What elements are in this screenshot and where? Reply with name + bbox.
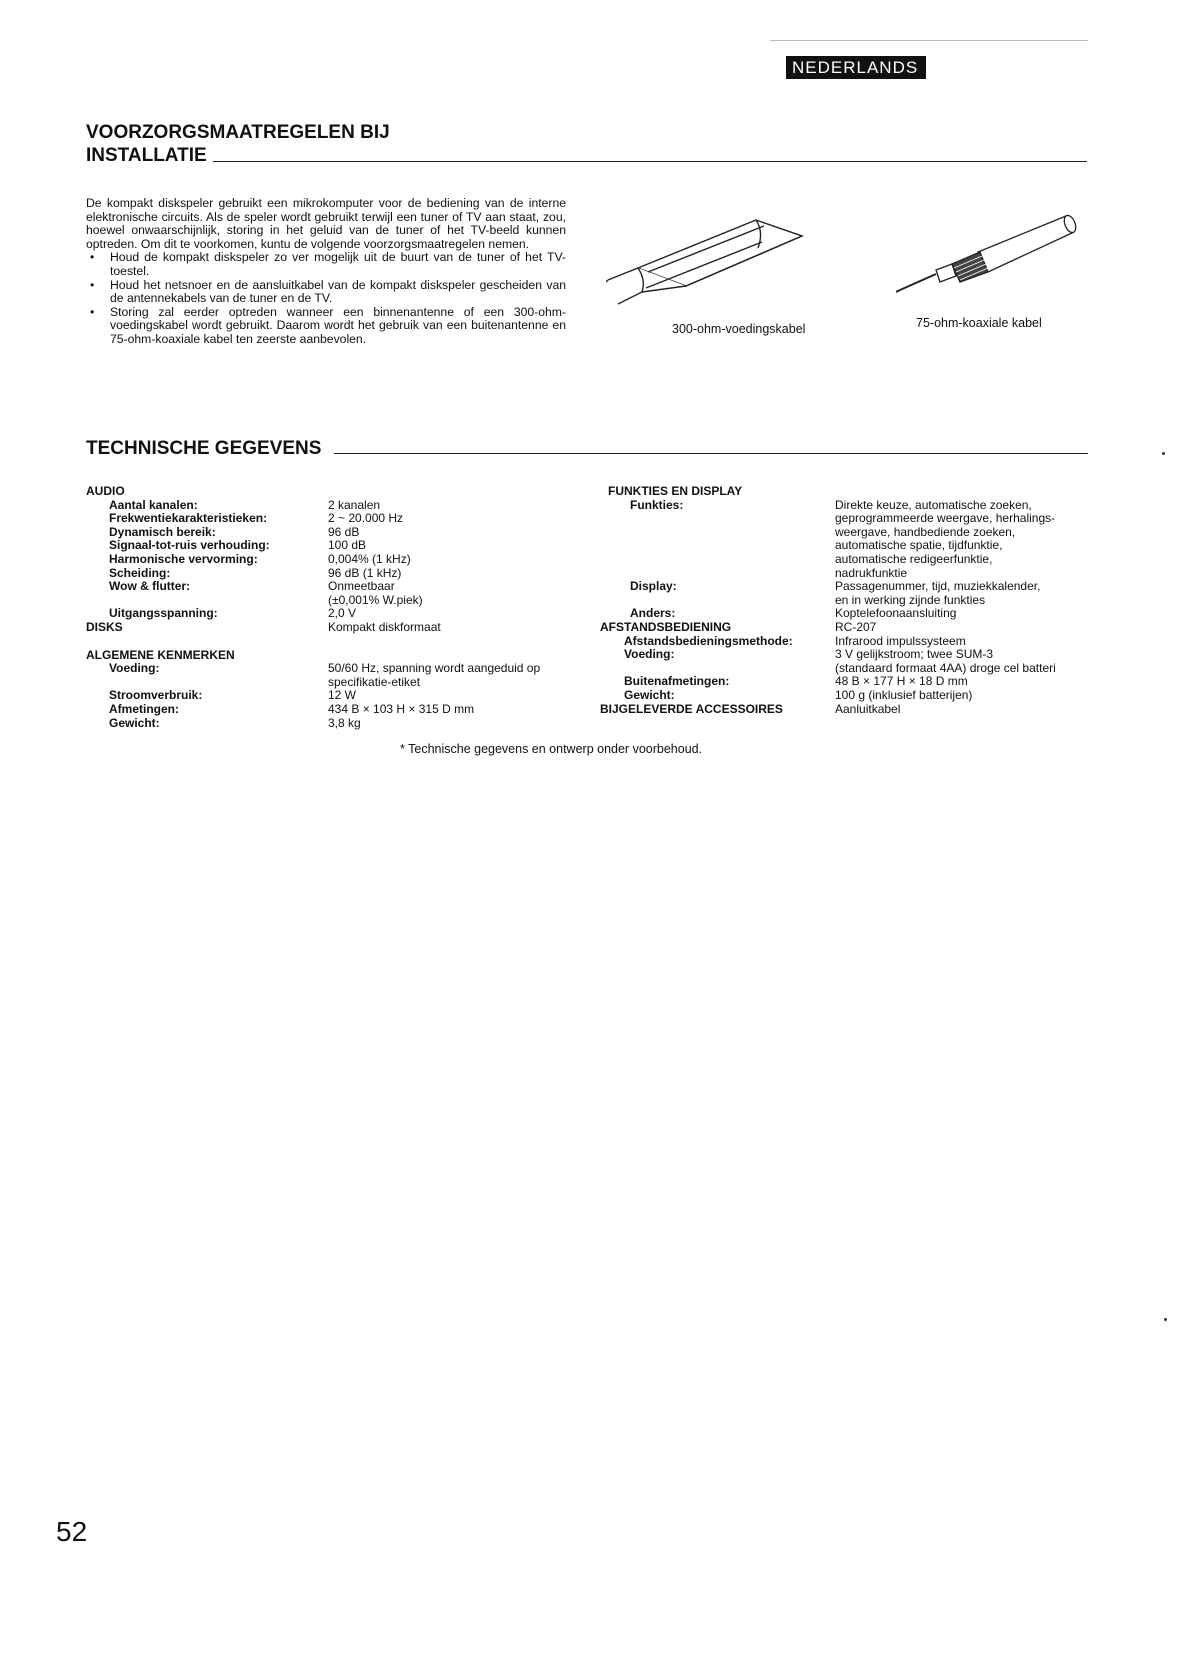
spec-row: [86, 689, 540, 703]
spec-row: [600, 594, 1056, 608]
coaxial-cable-caption: 75-ohm-koaxiale kabel: [916, 316, 1042, 330]
spec-value: weergave, handbediende zoeken,: [835, 524, 1016, 539]
disks-section-title: DISKS: [86, 619, 123, 634]
spec-label: [600, 662, 835, 676]
spec-value: specifikatie-etiket: [328, 674, 421, 689]
spec-row: [86, 662, 540, 676]
coaxial-cable-75-ohm-illustration: [896, 210, 1086, 300]
precaution-bullet: • Houd de kompakt diskspeler zo ver mogelijk uit de buurt van de tuner of het TV-toestel.: [86, 251, 566, 278]
spec-row: [600, 621, 1056, 635]
page-number: 52: [56, 1516, 88, 1547]
precautions-rule: [213, 161, 1087, 162]
specs-right-column: [600, 485, 1056, 716]
spec-value: 50/60 Hz, spanning wordt aangeduid op: [328, 661, 541, 676]
spec-value: Passagenummer, tijd, muziekkalender,: [835, 579, 1041, 594]
precautions-title-line1: VOORZORGSMAATREGELEN BIJ: [86, 122, 390, 143]
spec-value: Onmeetbaar: [328, 579, 395, 594]
spec-label: Buitenafmetingen:: [624, 674, 730, 689]
spec-row: [600, 635, 1056, 649]
spec-value: nadrukfunktie: [835, 565, 908, 580]
spec-row: [600, 553, 1056, 567]
spec-value: 3,8 kg: [328, 715, 361, 730]
spec-row: [600, 607, 1056, 621]
spec-label: Signaal-tot-ruis verhouding:: [109, 538, 270, 553]
spec-label: Display:: [630, 579, 677, 594]
spec-value: 100 g (inklusief batterijen): [835, 687, 973, 702]
precautions-list: [86, 251, 566, 346]
spec-value: 96 dB (1 kHz): [328, 565, 402, 580]
spec-label: [600, 512, 835, 526]
spec-value: Koptelefoonaansluiting: [835, 606, 957, 621]
functions-section-title: FUNKTIES EN DISPLAY: [608, 484, 743, 498]
spec-label: [600, 553, 835, 567]
spec-label: Dynamisch bereik:: [109, 524, 216, 539]
spec-label: Wow & flutter:: [109, 579, 191, 594]
spec-value: 12 W: [328, 688, 357, 703]
spec-label: Voeding:: [624, 647, 675, 662]
spec-row: [600, 703, 1056, 717]
spec-value: (standaard formaat 4AA) droge cel batteri: [835, 660, 1056, 675]
spec-row: [600, 580, 1056, 594]
spec-value: (±0,001% W.piek): [328, 592, 423, 607]
spec-value: 0,004% (1 kHz): [328, 551, 411, 566]
print-speck: [1164, 1318, 1167, 1321]
spec-label: Aantal kanalen:: [109, 497, 198, 512]
spec-value: automatische spatie, tijdfunktie,: [835, 538, 1003, 553]
spec-row: [600, 526, 1056, 540]
language-badge: NEDERLANDS: [786, 56, 926, 79]
spec-label: Stroomverbruik:: [109, 688, 203, 703]
spec-row: [86, 539, 540, 553]
remote-section-title: AFSTANDSBEDIENING: [600, 619, 732, 634]
spec-label: [86, 676, 328, 690]
accessories-section-title: BIJGELEVERDE ACCESSOIRES: [600, 701, 783, 716]
spec-label: Gewicht:: [109, 715, 160, 730]
spec-value: 48 B × 177 H × 18 D mm: [835, 674, 968, 689]
spec-label: Gewicht:: [624, 687, 675, 702]
spec-label: Voeding:: [109, 661, 160, 676]
spec-row: [600, 512, 1056, 526]
spec-value: 434 B × 103 H × 315 D mm: [328, 701, 475, 716]
spec-row: [86, 607, 540, 621]
precaution-bullet: • Houd het netsnoer en de aansluitkabel van de kompakt diskspeler gescheiden van de antennekabels van de tuner en de TV.: [86, 279, 566, 306]
spec-value: 96 dB: [328, 524, 360, 539]
specs-rule: [334, 453, 1088, 454]
spec-row: [600, 567, 1056, 581]
feeder-cable-caption: 300-ohm-voedingskabel: [672, 322, 806, 336]
general-section-title: ALGEMENE KENMERKEN: [86, 647, 235, 662]
spec-value: automatische redigeerfunktie,: [835, 551, 993, 566]
spec-row: [86, 621, 540, 635]
spec-row: [600, 499, 1056, 513]
spec-row: [600, 662, 1056, 676]
spec-row: [86, 703, 540, 717]
spec-row: [86, 512, 540, 526]
spec-value: Infrarood impulssysteem: [835, 633, 966, 648]
spec-row: [86, 580, 540, 594]
spec-row: [86, 553, 540, 567]
precaution-bullet: • Storing zal eerder optreden wanneer een binnenantenne of een 300-ohm-voedingskabel wordt gebruikt. Daarom wordt het gebruik van een buitenantenne en 75-ohm-koaxiale kabel ten zeerste aanbevolen.: [86, 306, 566, 347]
spec-row: [600, 648, 1056, 662]
specs-left-column: [86, 485, 540, 730]
spec-label: [600, 567, 835, 581]
spec-row: [600, 689, 1056, 703]
spec-row: [600, 675, 1056, 689]
spec-label: [600, 594, 835, 608]
spec-label: [600, 526, 835, 540]
specs-title: TECHNISCHE GEGEVENS: [86, 438, 322, 459]
audio-section-title: AUDIO: [86, 484, 125, 498]
spec-value: Kompakt diskformaat: [328, 619, 441, 634]
spec-label: Frekwentiekarakteristieken:: [109, 511, 268, 526]
spec-label: Afstandsbedieningsmethode:: [624, 633, 793, 648]
spec-label: Uitgangsspanning:: [109, 606, 218, 621]
spec-row: [86, 499, 540, 513]
spec-row: [600, 539, 1056, 553]
specs-footnote: * Technische gegevens en ontwerp onder voorbehoud.: [400, 742, 703, 756]
spec-value: 3 V gelijkstroom; twee SUM-3: [835, 647, 994, 662]
spec-row: [86, 717, 540, 731]
spec-label: Scheiding:: [109, 565, 171, 580]
spec-row: [86, 526, 540, 540]
header-rule: [770, 40, 1088, 41]
spec-value: 2 ~ 20.000 Hz: [328, 511, 404, 526]
feeder-cable-300-ohm-illustration: [606, 208, 816, 320]
spec-label: [600, 539, 835, 553]
spec-value: Aanluitkabel: [835, 701, 901, 716]
spec-label: Anders:: [630, 606, 676, 621]
print-speck: [1162, 452, 1165, 455]
precautions-intro: De kompakt diskspeler gebruikt een mikrokomputer voor de bediening van de interne elektronische circuits. Als de speler wordt gebruikt terwijl een tuner of TV aan staat, zou, hoewel onwaarschijnlijk, storing in het geluid van de tuner of het TV-beeld kunnen optreden. Om dit te voorkomen, kuntu de volgende voorzorgsmaatregelen nemen.: [86, 196, 566, 251]
spec-row: [86, 594, 540, 608]
spec-label: Funkties:: [630, 497, 684, 512]
spec-value: geprogrammeerde weergave, herhalings-: [835, 511, 1056, 526]
spec-value: RC-207: [835, 619, 877, 634]
spec-label: [86, 594, 328, 608]
spec-label: Afmetingen:: [109, 701, 179, 716]
spec-value: Direkte keuze, automatische zoeken,: [835, 497, 1032, 512]
spec-label: Harmonische vervorming:: [109, 551, 258, 566]
spec-value: 2 kanalen: [328, 497, 381, 512]
spec-value: 2,0 V: [328, 606, 357, 621]
spec-row: [86, 567, 540, 581]
spec-row: [86, 676, 540, 690]
spec-value: 100 dB: [328, 538, 367, 553]
precautions-title-line2: INSTALLATIE: [86, 145, 207, 166]
precautions-body: [86, 197, 566, 347]
spec-value: en in werking zijnde funkties: [835, 592, 986, 607]
